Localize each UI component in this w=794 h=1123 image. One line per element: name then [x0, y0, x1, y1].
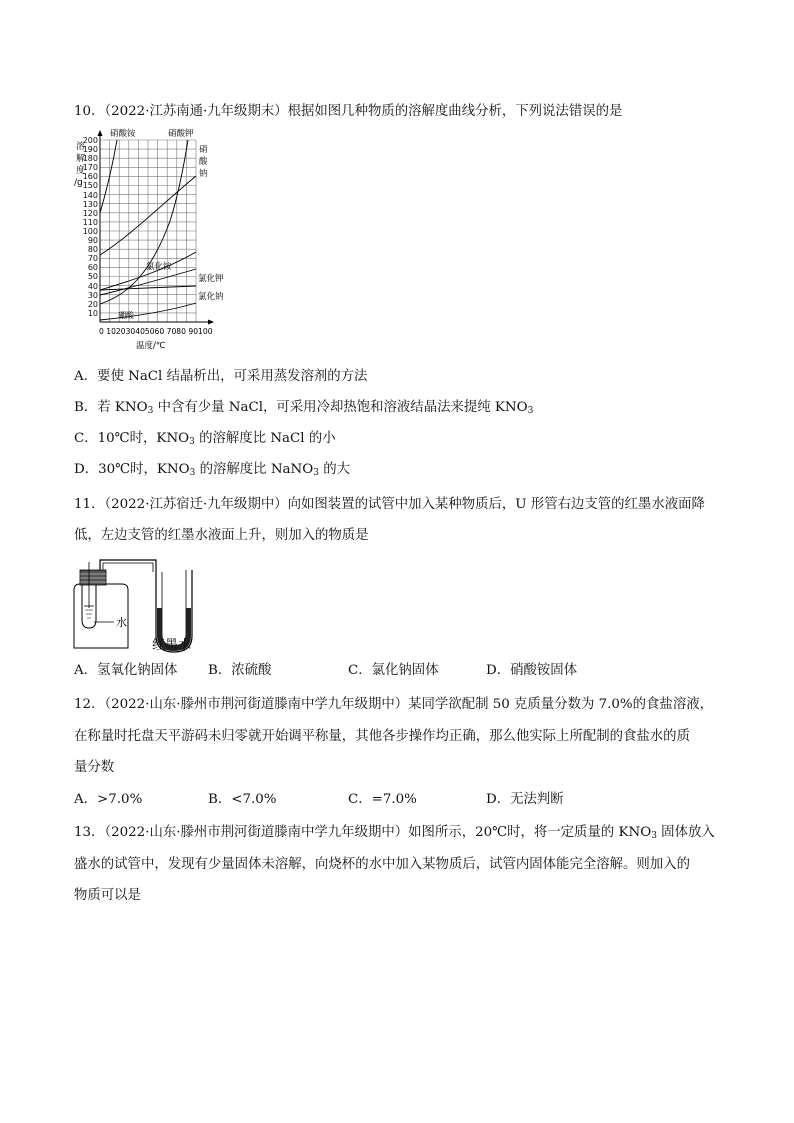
q10-option-c: C．10℃时，$KNO_3$ 的溶解度比 NaCl 的小 [74, 431, 336, 447]
y-tick: 120 [82, 209, 98, 218]
x-axis-label: 温度/℃ [136, 341, 166, 351]
y-tick: 40 [87, 282, 98, 291]
y-tick: 150 [82, 181, 98, 190]
stopper [80, 570, 106, 585]
label-red-ink: 红墨水 [152, 638, 192, 653]
q10-stem: 10．（2022·江苏南通·九年级期末）根据如图几种物质的溶解度曲线分析，下列说法错误的是 [74, 104, 623, 119]
y-axis-arrow [98, 130, 103, 136]
y-tick: 10 [87, 309, 98, 318]
x-ticks: 0 102030405060 7080 90100 [99, 327, 213, 336]
y-tick: 80 [87, 245, 98, 254]
y-tick: 60 [87, 263, 98, 272]
q13-stem-line2: 盛水的试管中，发现有少量固体未溶解，向烧杯的水中加入某物质后，试管内固体能完全溶解。则加入的 [74, 857, 690, 872]
label-nacl: 氯化钠 [198, 292, 224, 302]
y-tick: 200 [82, 136, 98, 145]
y-label-3: 度 [76, 166, 86, 176]
label-kno3: 硝酸钾 [168, 129, 194, 139]
label-nano3-3: 钠 [199, 169, 208, 179]
y-tick: 180 [82, 154, 98, 163]
y-tick: 20 [87, 300, 98, 309]
label-boric-acid: 硼酸 [118, 311, 134, 320]
q10-option-d: D．30℃时，$KNO_3$ 的溶解度比 NaNO$_3$ 的大 [74, 462, 351, 478]
y-tick: 50 [87, 272, 98, 281]
delivery-tube [100, 560, 156, 572]
y-label-1: 溶 [76, 142, 86, 152]
solubility-curve-figure [70, 126, 230, 358]
q12-option-c: C．=7.0% [348, 792, 417, 807]
y-tick: 160 [82, 172, 98, 181]
label-nano3-2: 酸 [199, 157, 208, 167]
q12-option-b: B．<7.0% [208, 792, 277, 807]
label-kcl: 氯化钾 [198, 274, 224, 284]
q13-stem-line1: 13．（2022·山东·滕州市荆河街道滕南中学九年级期中）如图所示，20℃时，将一定质量的 $KNO_3$ 固体放入 [74, 825, 715, 841]
q11-option-c: C．氯化钠固体 [348, 663, 439, 678]
y-tick: 70 [87, 254, 98, 263]
q12-stem-line2: 在称量时托盘天平游码未归零就开始调平称量，其他各步操作均正确，那么他实际上所配制的食盐水的质 [74, 729, 690, 744]
q13-stem-line3: 物质可以是 [74, 888, 141, 903]
x-axis-arrow [208, 320, 214, 325]
q10-option-b: B．若 $KNO_3$ 中含有少量 NaCl，可采用冷却热饱和溶液结晶法来提纯 $KNO_3$ [74, 400, 534, 416]
grid [100, 140, 196, 322]
q10-option-a: A．要使 NaCl 结晶析出，可采用蒸发溶剂的方法 [74, 369, 368, 384]
q11-stem-line1: 11．（2022·江苏宿迁·九年级期中）向如图装置的试管中加入某种物质后，U 形管右边支管的红墨水液面降 [74, 497, 705, 512]
label-nh4no3: 硝酸铵 [110, 129, 136, 139]
y-tick: 30 [87, 291, 98, 300]
q11-option-b: B．浓硫酸 [208, 663, 272, 678]
y-tick: 140 [82, 191, 98, 200]
y-tick: 100 [82, 227, 98, 236]
y-tick: 130 [82, 200, 98, 209]
y-label-2: 解 [76, 154, 86, 164]
q12-stem-line1: 12．（2022·山东·滕州市荆河街道滕南中学九年级期中）某同学欲配制 50 克质量分数为 7.0%的食盐溶液， [74, 697, 713, 712]
q11-option-a: A．氢氧化钠固体 [74, 663, 178, 678]
y-tick: 90 [87, 236, 98, 245]
y-tick: 190 [82, 145, 98, 154]
y-tick: 110 [82, 218, 98, 227]
q11-option-d: D．硝酸铵固体 [486, 663, 578, 678]
y-tick: 170 [82, 163, 98, 172]
label-water: 水 [116, 616, 127, 629]
label-nh4cl: 氯化铵 [146, 262, 172, 272]
q11-stem-line2: 低，左边支管的红墨水液面上升，则加入的物质是 [74, 528, 369, 543]
q12-stem-line3: 量分数 [74, 760, 115, 775]
q12-option-a: A．>7.0% [74, 792, 143, 807]
y-label-4: /g [74, 178, 83, 188]
label-nano3-1: 硝 [199, 145, 208, 155]
q12-option-d: D．无法判断 [486, 792, 564, 807]
